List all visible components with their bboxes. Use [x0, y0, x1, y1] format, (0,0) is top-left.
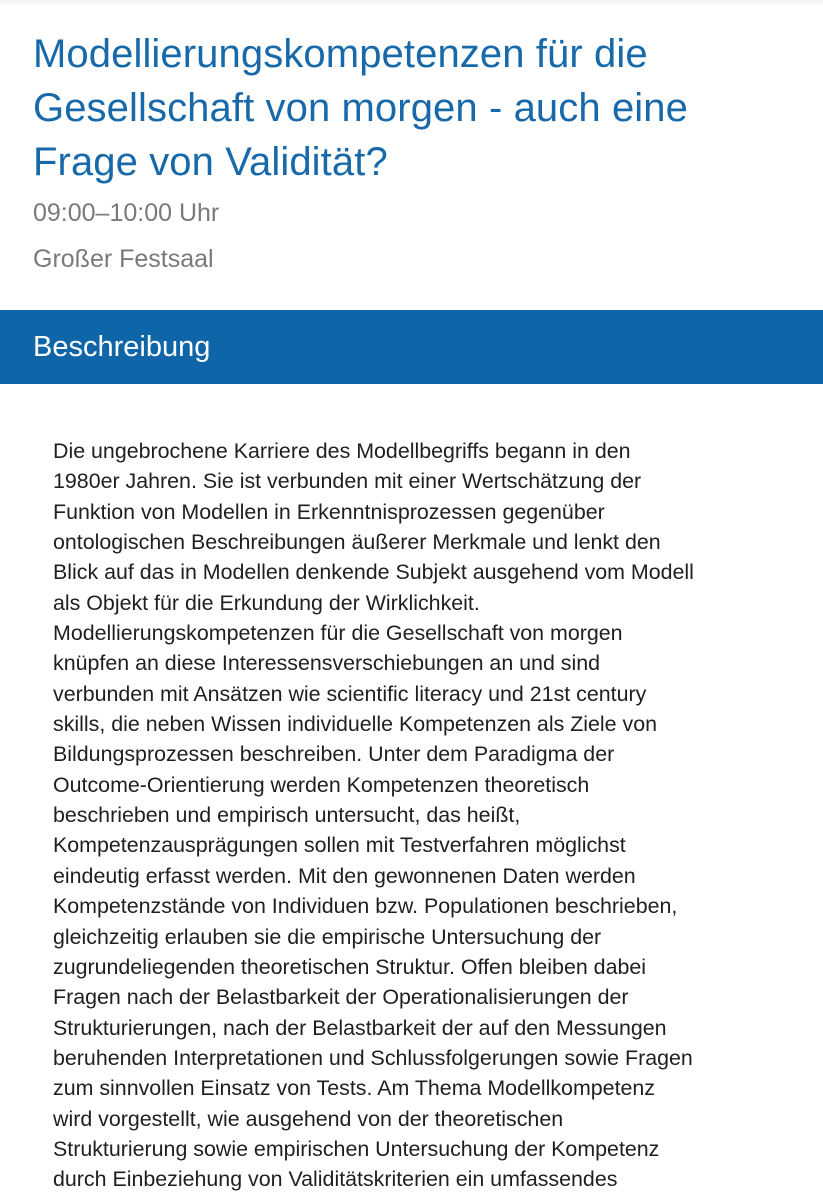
description-line: Fragen nach der Belastbarkeit der Operationalisierungen der: [53, 985, 629, 1010]
description-line: als Objekt für die Erkundung der Wirklichkeit.: [53, 590, 480, 615]
description-line: zugrundeliegenden theoretischen Struktur. Offen bleiben dabei: [53, 954, 647, 979]
description-line: beschrieben und empirisch untersucht, das heißt,: [53, 803, 521, 828]
description-line: Kompetenzstände von Individuen bzw. Populationen beschrieben,: [53, 894, 678, 919]
description-line: skills, die neben Wissen individuelle Kompetenzen als Ziele von: [53, 712, 658, 737]
description-text: [53, 436, 778, 1195]
description-line: Funktion von Modellen in Erkenntnisprozessen gegenüber: [53, 499, 605, 524]
section-heading: Beschreibung: [33, 331, 211, 363]
top-edge-shadow: [0, 0, 823, 6]
event-header: [33, 27, 803, 273]
description-line: 1980er Jahren. Sie ist verbunden mit einer Wertschätzung der: [53, 469, 642, 494]
event-time: 09:00–10:00 Uhr: [33, 199, 220, 227]
description-line: verbunden mit Ansätzen wie scientific literacy und 21st century: [53, 681, 647, 706]
description-line: eindeutig erfasst werden. Mit den gewonnenen Daten werden: [53, 863, 636, 888]
description-line: Modellierungskompetenzen für die Gesellschaft von morgen: [53, 621, 623, 646]
description-line: Die ungebrochene Karriere des Modellbegriffs begann in den: [53, 439, 631, 463]
description-line: wird vorgestellt, wie ausgehend von der theoretischen: [53, 1106, 564, 1131]
description-line: gleichzeitig erlauben sie die empirische Untersuchung der: [53, 924, 602, 949]
event-room: Großer Festsaal: [33, 245, 214, 273]
description-line: Outcome-Orientierung werden Kompetenzen theoretisch: [53, 772, 590, 797]
description-line: beruhenden Interpretationen und Schlussfolgerungen sowie Fragen: [53, 1045, 693, 1070]
description-line: Kompetenzausprägungen sollen mit Testverfahren möglichst: [53, 833, 626, 858]
description-line: zum sinnvollen Einsatz von Tests. Am Thema Modellkompetenz: [53, 1076, 655, 1101]
description-section-header: [0, 310, 823, 384]
event-title: Modellierungskompetenzen für die Gesellschaft von morgen - auch eine Frage von Validität?: [33, 32, 688, 184]
description-line: ontologischen Beschreibungen äußerer Merkmale und lenkt den: [53, 530, 661, 555]
description-line: Blick auf das in Modellen denkende Subjekt ausgehend vom Modell: [53, 560, 694, 585]
description-line: Strukturierung sowie empirischen Untersuchung der Kompetenz: [53, 1136, 660, 1161]
description-line: Bildungsprozessen beschreiben. Unter dem Paradigma der: [53, 742, 615, 767]
description-line: durch Einbeziehung von Validitätskriterien ein umfassendes: [53, 1167, 618, 1192]
description-line: Strukturierungen, nach der Belastbarkeit der auf den Messungen: [53, 1015, 667, 1040]
description-line: knüpfen an diese Interessensverschiebungen an und sind: [53, 651, 601, 676]
